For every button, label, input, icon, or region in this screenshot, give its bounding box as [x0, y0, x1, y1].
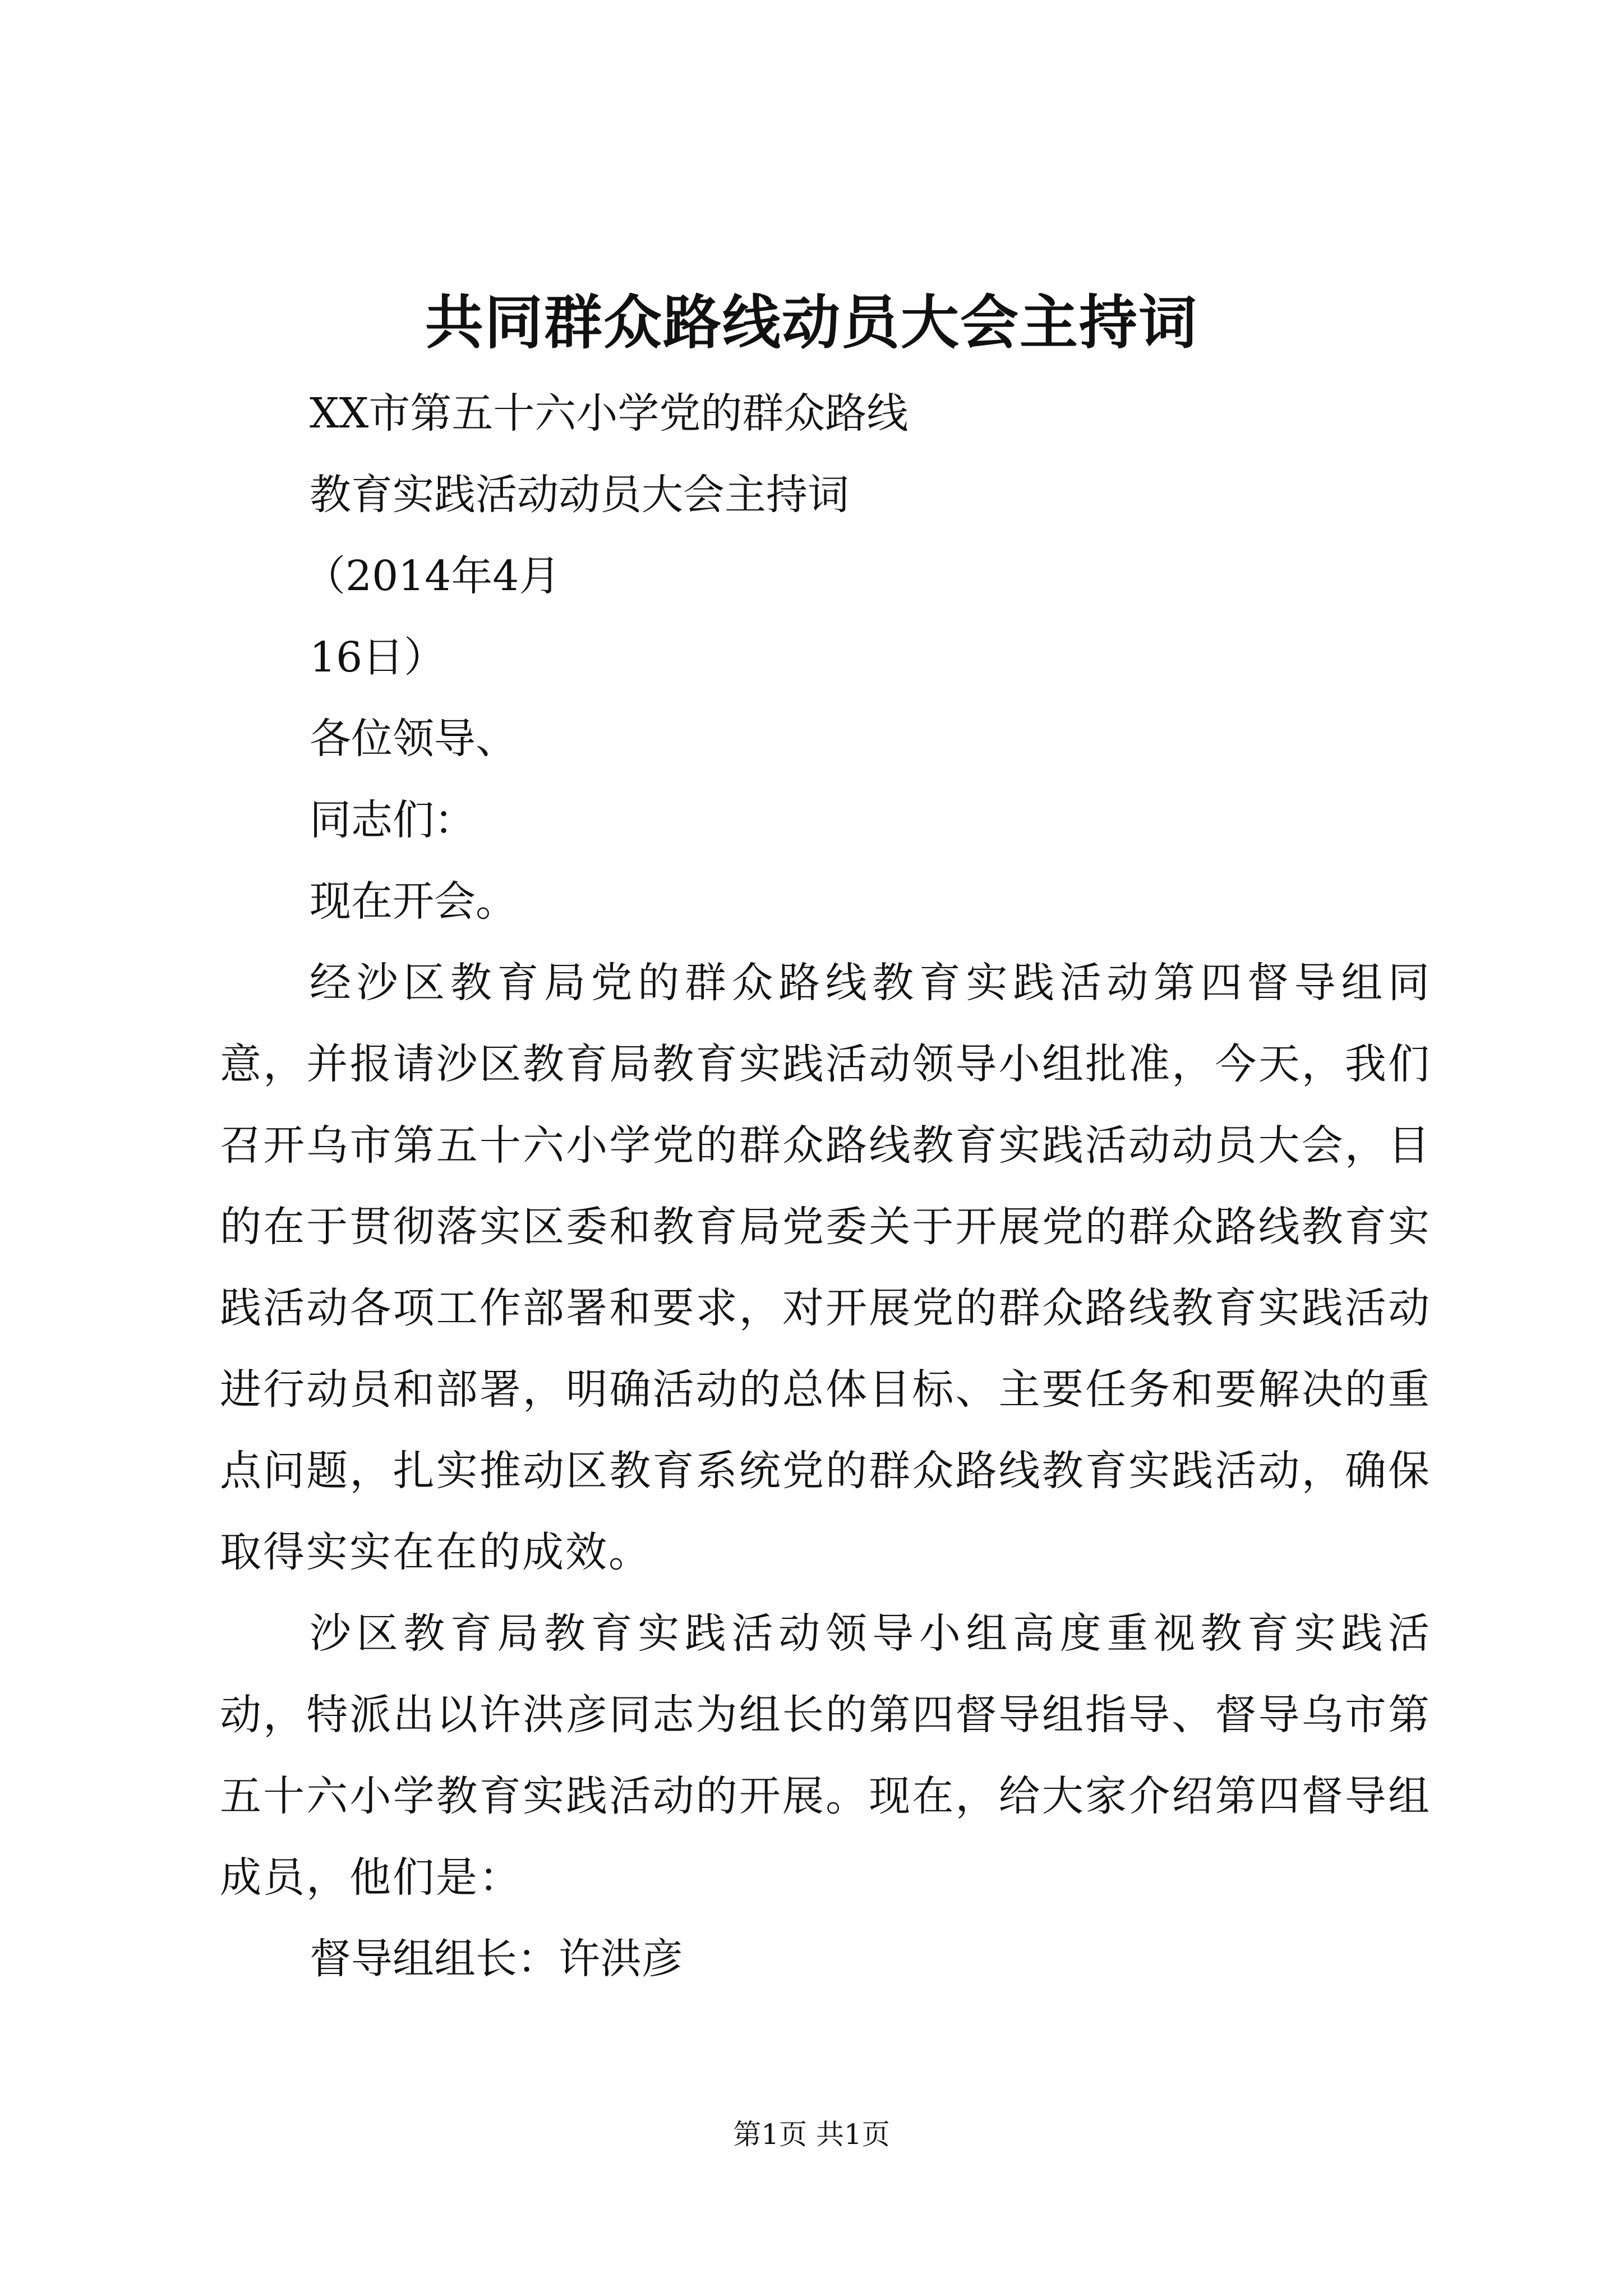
subtitle-line-1: XX市第五十六小学党的群众路线	[310, 389, 909, 438]
paragraph-2: 沙区教育局教育实践活动领导小组高度重视教育实践活动，特派出以许洪彦同志为组长的第四督导组指导、督导乌市第五十六小学教育实践活动的开展。现在，给大家介绍第四督导组成员，他们是：	[220, 1609, 1431, 1902]
subtitle-line-2: 教育实践活动动员大会主持词	[310, 471, 849, 519]
greeting-line-1: 各位领导、	[310, 715, 517, 763]
page-footer: 第1页 共1页	[733, 2118, 890, 2151]
opening-line: 现在开会。	[310, 877, 517, 926]
document-title: 共同群众路线动员大会主持词	[425, 288, 1198, 357]
paragraph-1: 经沙区教育局党的群众路线教育实践活动第四督导组同意，并报请沙区教育局教育实践活动领导小组批准，今天，我们召开乌市第五十六小学党的群众路线教育实践活动动员大会，目的在于贯彻落实区委和教育局党委关于开展党的群众路线教育实践活动各项工作部署和要求，对开展党的群众路线教育实践活动进行动员和部署，明确活动的总体目标、主要任务和要解决的重点问题，扎实推动区教育系统党的群众路线教育实践活动，确保取得实实在在的成效。	[220, 959, 1431, 1576]
date-line-2: 16日）	[310, 633, 446, 682]
document-body	[220, 373, 1431, 2000]
greeting-line-2: 同志们：	[310, 796, 476, 844]
date-line-1: （2014年4月	[304, 552, 561, 600]
team-leader-line: 督导组组长：许洪彦	[310, 1935, 683, 1983]
